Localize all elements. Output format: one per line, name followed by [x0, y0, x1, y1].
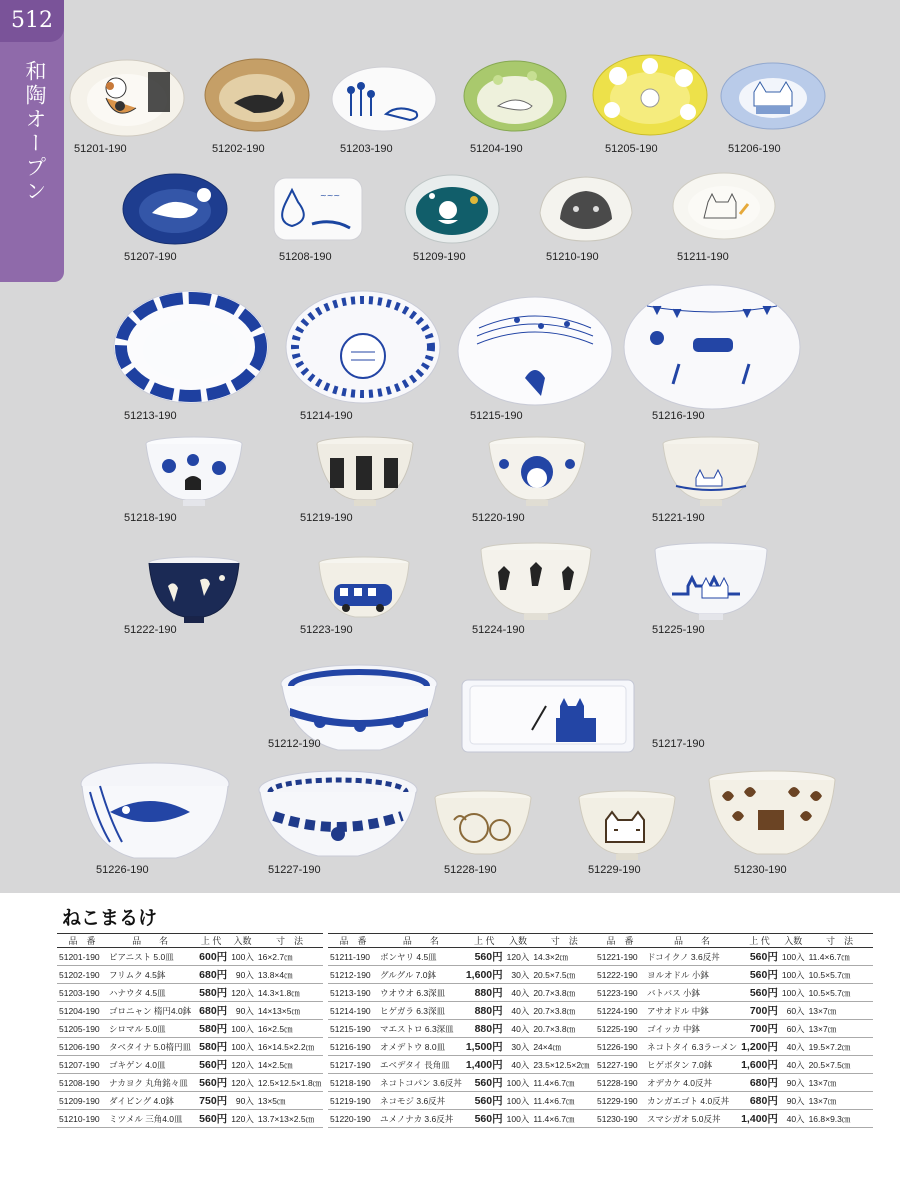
col-price: 上 代	[193, 934, 229, 948]
product-code: 51226-190	[96, 864, 149, 876]
cell-code: 51229-190	[595, 1092, 645, 1110]
cell-price: 1,600円	[464, 966, 505, 984]
bowl-nekototai	[80, 762, 230, 862]
cell-qty: 40入	[505, 1056, 532, 1074]
cell-size: 13.8×4㎝	[256, 966, 323, 984]
cell-code: 51218-190	[328, 1074, 378, 1092]
plate-maestro	[457, 296, 613, 406]
cell-name: カンガエゴト 4.0反丼	[645, 1092, 739, 1110]
col-name: 品 名	[378, 934, 464, 948]
cell-code: 51219-190	[328, 1092, 378, 1110]
cell-code: 51225-190	[595, 1020, 645, 1038]
plate-ebedetai	[460, 678, 636, 754]
cell-price: 560円	[464, 948, 505, 966]
cell-code: 51207-190	[57, 1056, 107, 1074]
cell-code: 51211-190	[328, 948, 378, 966]
cell-price: 580円	[193, 984, 229, 1002]
cell-qty: 100入	[780, 966, 807, 984]
cell-price: 680円	[739, 1074, 780, 1092]
product-code: 51229-190	[588, 864, 641, 876]
cell-price: 560円	[193, 1074, 229, 1092]
cell-qty: 120入	[229, 1056, 256, 1074]
product-code: 51230-190	[734, 864, 787, 876]
cell-price: 560円	[464, 1110, 505, 1128]
bowl-diving	[404, 174, 500, 244]
cell-code: 51228-190	[595, 1074, 645, 1092]
col-code: 品 番	[595, 934, 645, 948]
plate-mitsumeru	[536, 173, 636, 243]
plate-shiromaru	[592, 54, 708, 136]
col-name: 品 名	[645, 934, 739, 948]
cell-qty: 120入	[229, 1110, 256, 1128]
cell-qty: 100入	[780, 984, 807, 1002]
cell-qty: 40入	[780, 1038, 807, 1056]
product-code: 51204-190	[470, 143, 523, 155]
cell-size: 16×2.7㎝	[256, 948, 323, 966]
cell-name: ゴイッカ 中鉢	[645, 1020, 739, 1038]
bowl-goikka	[654, 542, 768, 622]
table-row	[595, 1074, 873, 1092]
table-row	[57, 1038, 323, 1056]
table-row	[328, 966, 597, 984]
cell-size: 14.3×2㎝	[531, 948, 597, 966]
bowl-furimuku	[204, 58, 310, 132]
cell-price: 560円	[193, 1056, 229, 1074]
cell-code: 51227-190	[595, 1056, 645, 1074]
cell-price: 700円	[739, 1020, 780, 1038]
cell-name: ピアニスト 5.0皿	[107, 948, 193, 966]
cell-size: 11.4×6.7㎝	[531, 1110, 597, 1128]
product-code: 51211-190	[677, 251, 729, 263]
cell-qty: 100入	[229, 1020, 256, 1038]
cell-name: スマシガオ 5.0反丼	[645, 1110, 739, 1128]
bowl-sumashigao	[708, 770, 836, 862]
col-qty: 入数	[780, 934, 807, 948]
table-row	[57, 948, 323, 966]
cell-size: 13×7㎝	[807, 1092, 873, 1110]
product-code: 51227-190	[268, 864, 321, 876]
cell-price: 560円	[739, 984, 780, 1002]
cell-size: 16.8×9.3㎝	[807, 1110, 873, 1128]
plate-uouo	[113, 290, 269, 404]
cell-name: オメデトウ 8.0皿	[378, 1038, 464, 1056]
table-row	[595, 1020, 873, 1038]
plate-hanauta	[331, 66, 437, 132]
cell-qty: 40入	[505, 1020, 532, 1038]
table-row	[57, 1074, 323, 1092]
table-row	[595, 1110, 873, 1128]
product-code: 51207-190	[124, 251, 177, 263]
cell-price: 600円	[193, 948, 229, 966]
cell-code: 51202-190	[57, 966, 107, 984]
cell-code: 51201-190	[57, 948, 107, 966]
bowl-yoruodoru	[148, 556, 240, 624]
plate-pianist	[68, 58, 186, 138]
cell-code: 51209-190	[57, 1092, 107, 1110]
cell-name: ゴキゲン 4.0皿	[107, 1056, 193, 1074]
cell-price: 1,500円	[464, 1038, 505, 1056]
plate-bonyari	[672, 172, 776, 240]
cell-name: ネコモジ 3.6反丼	[378, 1092, 464, 1110]
col-qty: 入数	[505, 934, 532, 948]
cell-qty: 90入	[780, 1074, 807, 1092]
cell-size: 14×2.5㎝	[256, 1056, 323, 1074]
section-tab	[0, 0, 64, 282]
series-title: ねこまるけ	[62, 907, 158, 929]
cell-price: 680円	[739, 1092, 780, 1110]
table-row	[57, 1110, 323, 1128]
product-code: 51219-190	[300, 512, 353, 524]
cell-size: 10.5×5.7㎝	[807, 966, 873, 984]
cell-name: ヒゲガラ 6.3深皿	[378, 1002, 464, 1020]
cell-qty: 90入	[229, 966, 256, 984]
table-row	[328, 1038, 597, 1056]
product-code: 51228-190	[444, 864, 497, 876]
cell-qty: 120入	[229, 1074, 256, 1092]
cell-qty: 40入	[780, 1110, 807, 1128]
cell-code: 51222-190	[595, 966, 645, 984]
table-row	[595, 1056, 873, 1074]
cell-name: ハナウタ 4.5皿	[107, 984, 193, 1002]
table-row	[57, 1020, 323, 1038]
cell-name: タベタイナ 5.0楕円皿	[107, 1038, 193, 1056]
cell-code: 51221-190	[595, 948, 645, 966]
cell-price: 560円	[464, 1074, 505, 1092]
cell-qty: 100入	[505, 1074, 532, 1092]
cell-qty: 120入	[505, 948, 532, 966]
cell-size: 19.5×7.2㎝	[807, 1038, 873, 1056]
cell-qty: 120入	[229, 984, 256, 1002]
cell-code: 51215-190	[328, 1020, 378, 1038]
product-code: 51222-190	[124, 624, 177, 636]
plate-gokigen	[122, 173, 228, 245]
product-code: 51213-190	[124, 410, 177, 422]
table-row	[328, 984, 597, 1002]
cell-price: 560円	[739, 966, 780, 984]
cell-size: 11.4×6.7㎝	[807, 948, 873, 966]
cell-qty: 90入	[229, 1002, 256, 1020]
bowl-odekake	[434, 790, 532, 862]
cell-size: 13×7㎝	[807, 1020, 873, 1038]
cell-price: 1,400円	[464, 1056, 505, 1074]
cell-price: 880円	[464, 1020, 505, 1038]
col-size: 寸 法	[256, 934, 323, 948]
product-code: 51216-190	[652, 410, 705, 422]
product-code: 51208-190	[279, 251, 332, 263]
table-row	[595, 948, 873, 966]
cell-name: ネコトコパン 3.6反丼	[378, 1074, 464, 1092]
cell-qty: 30入	[505, 1038, 532, 1056]
cell-qty: 100入	[505, 1092, 532, 1110]
cell-code: 51224-190	[595, 1002, 645, 1020]
cell-size: 20.7×3.8㎝	[531, 1002, 597, 1020]
cell-code: 51210-190	[57, 1110, 107, 1128]
table-row	[57, 1002, 323, 1020]
cell-price: 750円	[193, 1092, 229, 1110]
product-code: 51218-190	[124, 512, 177, 524]
cell-name: ボンヤリ 4.5皿	[378, 948, 464, 966]
cell-size: 14×13×5㎝	[256, 1002, 323, 1020]
col-qty: 入数	[229, 934, 256, 948]
plate-higegara	[285, 290, 441, 404]
cell-qty: 100入	[229, 1038, 256, 1056]
table-row	[57, 984, 323, 1002]
plate-omedetou	[623, 284, 801, 410]
cell-size: 10.5×5.7㎝	[807, 984, 873, 1002]
product-code: 51210-190	[546, 251, 599, 263]
table-row	[328, 948, 597, 966]
cell-size: 11.4×6.7㎝	[531, 1074, 597, 1092]
cell-price: 880円	[464, 1002, 505, 1020]
cell-price: 1,200円	[739, 1038, 780, 1056]
cell-size: 16×2.5㎝	[256, 1020, 323, 1038]
cell-name: ネコトタイ 6.3ラーメン	[645, 1038, 739, 1056]
product-code: 51220-190	[472, 512, 525, 524]
cell-name: フリムク 4.5鉢	[107, 966, 193, 984]
product-code: 51217-190	[652, 738, 705, 750]
cell-name: エベデタイ 長角皿	[378, 1056, 464, 1074]
cell-price: 580円	[193, 1038, 229, 1056]
cell-size: 20.7×3.8㎝	[531, 1020, 597, 1038]
spec-table-3	[595, 933, 873, 1128]
cell-size: 11.4×6.7㎝	[531, 1092, 597, 1110]
product-code: 51201-190	[74, 143, 127, 155]
cell-code: 51214-190	[328, 1002, 378, 1020]
cell-qty: 90入	[229, 1092, 256, 1110]
cell-price: 680円	[193, 1002, 229, 1020]
product-code: 51224-190	[472, 624, 525, 636]
cell-name: シロマル 5.0皿	[107, 1020, 193, 1038]
spec-table-2	[328, 933, 597, 1128]
table-row	[328, 1092, 597, 1110]
cell-name: マエストロ 6.3深皿	[378, 1020, 464, 1038]
cell-code: 51213-190	[328, 984, 378, 1002]
cell-code: 51203-190	[57, 984, 107, 1002]
table-row	[57, 1092, 323, 1110]
cell-price: 1,400円	[739, 1110, 780, 1128]
product-code: 51225-190	[652, 624, 705, 636]
cell-size: 20.5×7.5㎝	[531, 966, 597, 984]
cell-name: ゴロニャン 楕円4.0鉢	[107, 1002, 193, 1020]
table-row	[595, 1002, 873, 1020]
table-row	[328, 1020, 597, 1038]
cell-code: 51230-190	[595, 1110, 645, 1128]
table-row	[595, 1092, 873, 1110]
cell-code: 51206-190	[57, 1038, 107, 1056]
col-size: 寸 法	[531, 934, 597, 948]
product-code: 51209-190	[413, 251, 466, 263]
cell-code: 51205-190	[57, 1020, 107, 1038]
cell-code: 51223-190	[595, 984, 645, 1002]
cell-size: 13.7×13×2.5㎝	[256, 1110, 323, 1128]
bowl-goronyan	[462, 58, 568, 134]
plate-tabetaina	[720, 62, 826, 130]
page-number: 512	[0, 0, 64, 42]
cell-name: アサオドル 中鉢	[645, 1002, 739, 1020]
cell-qty: 100入	[229, 948, 256, 966]
bowl-kangaegoto	[578, 790, 676, 862]
svg-text:~~~: ~~~	[320, 191, 341, 200]
bowl-dokoikuno	[662, 436, 760, 508]
cell-price: 680円	[193, 966, 229, 984]
cell-name: ミツメル 三角4.0皿	[107, 1110, 193, 1128]
bowl-higebotan	[258, 770, 418, 860]
col-name: 品 名	[107, 934, 193, 948]
cell-price: 880円	[464, 984, 505, 1002]
cell-code: 51226-190	[595, 1038, 645, 1056]
cell-qty: 40入	[780, 1056, 807, 1074]
cell-qty: 100入	[505, 1110, 532, 1128]
table-row	[595, 984, 873, 1002]
cell-code: 51208-190	[57, 1074, 107, 1092]
cell-price: 560円	[739, 948, 780, 966]
bowl-asaodoru	[480, 542, 592, 622]
cell-size: 20.5×7.5㎝	[807, 1056, 873, 1074]
cell-name: ダイビング 4.0鉢	[107, 1092, 193, 1110]
cell-name: ドコイクノ 3.6反丼	[645, 948, 739, 966]
bowl-nekomoji	[316, 436, 414, 508]
cell-qty: 60入	[780, 1020, 807, 1038]
col-price: 上 代	[739, 934, 780, 948]
product-code: 51205-190	[605, 143, 658, 155]
table-row	[328, 1056, 597, 1074]
cell-code: 51216-190	[328, 1038, 378, 1056]
plate-nakayoku	[272, 176, 364, 242]
col-code: 品 番	[57, 934, 107, 948]
cell-price: 560円	[193, 1110, 229, 1128]
cell-size: 14.3×1.8㎝	[256, 984, 323, 1002]
cell-qty: 30入	[505, 966, 532, 984]
product-code: 51214-190	[300, 410, 353, 422]
cell-qty: 100入	[780, 948, 807, 966]
cell-code: 51220-190	[328, 1110, 378, 1128]
cell-size: 12.5×12.5×1.8㎝	[256, 1074, 323, 1092]
cell-price: 1,600円	[739, 1056, 780, 1074]
bowl-batobasu	[318, 556, 410, 624]
bowl-nekotokopan	[145, 436, 243, 508]
cell-price: 700円	[739, 1002, 780, 1020]
cell-name: ヨルオドル 小鉢	[645, 966, 739, 984]
table-row	[328, 1110, 597, 1128]
col-price: 上 代	[464, 934, 505, 948]
cell-size: 23.5×12.5×2㎝	[531, 1056, 597, 1074]
cell-name: ユメノナカ 3.6反丼	[378, 1110, 464, 1128]
cell-size: 24×4㎝	[531, 1038, 597, 1056]
table-row	[57, 966, 323, 984]
table-row	[595, 966, 873, 984]
cell-code: 51204-190	[57, 1002, 107, 1020]
col-code: 品 番	[328, 934, 378, 948]
cell-code: 51212-190	[328, 966, 378, 984]
product-code: 51206-190	[728, 143, 781, 155]
cell-name: ウオウオ 6.3深皿	[378, 984, 464, 1002]
cell-qty: 60入	[780, 1002, 807, 1020]
cell-size: 13×5㎝	[256, 1092, 323, 1110]
cell-size: 16×14.5×2.2㎝	[256, 1038, 323, 1056]
product-code: 51221-190	[652, 512, 705, 524]
product-code: 51223-190	[300, 624, 353, 636]
cell-qty: 90入	[780, 1092, 807, 1110]
cell-price: 580円	[193, 1020, 229, 1038]
table-row	[595, 1038, 873, 1056]
product-code: 51203-190	[340, 143, 393, 155]
table-row	[328, 1074, 597, 1092]
cell-qty: 40入	[505, 984, 532, 1002]
table-row	[57, 1056, 323, 1074]
cell-size: 20.7×3.8㎝	[531, 984, 597, 1002]
table-row	[328, 1002, 597, 1020]
product-code: 51202-190	[212, 143, 265, 155]
cell-size: 13×7㎝	[807, 1074, 873, 1092]
cell-price: 560円	[464, 1092, 505, 1110]
cell-name: オデカケ 4.0反丼	[645, 1074, 739, 1092]
cell-size: 13×7㎝	[807, 1002, 873, 1020]
bowl-yumenonaka	[488, 436, 586, 508]
cell-name: グルグル 7.0鉢	[378, 966, 464, 984]
cell-name: バトバス 小鉢	[645, 984, 739, 1002]
product-code: 51212-190	[268, 738, 321, 750]
spec-table-1	[57, 933, 323, 1128]
cell-qty: 40入	[505, 1002, 532, 1020]
col-size: 寸 法	[807, 934, 873, 948]
cell-name: ヒゲボタン 7.0鉢	[645, 1056, 739, 1074]
section-label: 和陶オープン	[23, 60, 47, 204]
cell-name: ナカヨク 丸角銘々皿	[107, 1074, 193, 1092]
cell-code: 51217-190	[328, 1056, 378, 1074]
product-code: 51215-190	[470, 410, 523, 422]
